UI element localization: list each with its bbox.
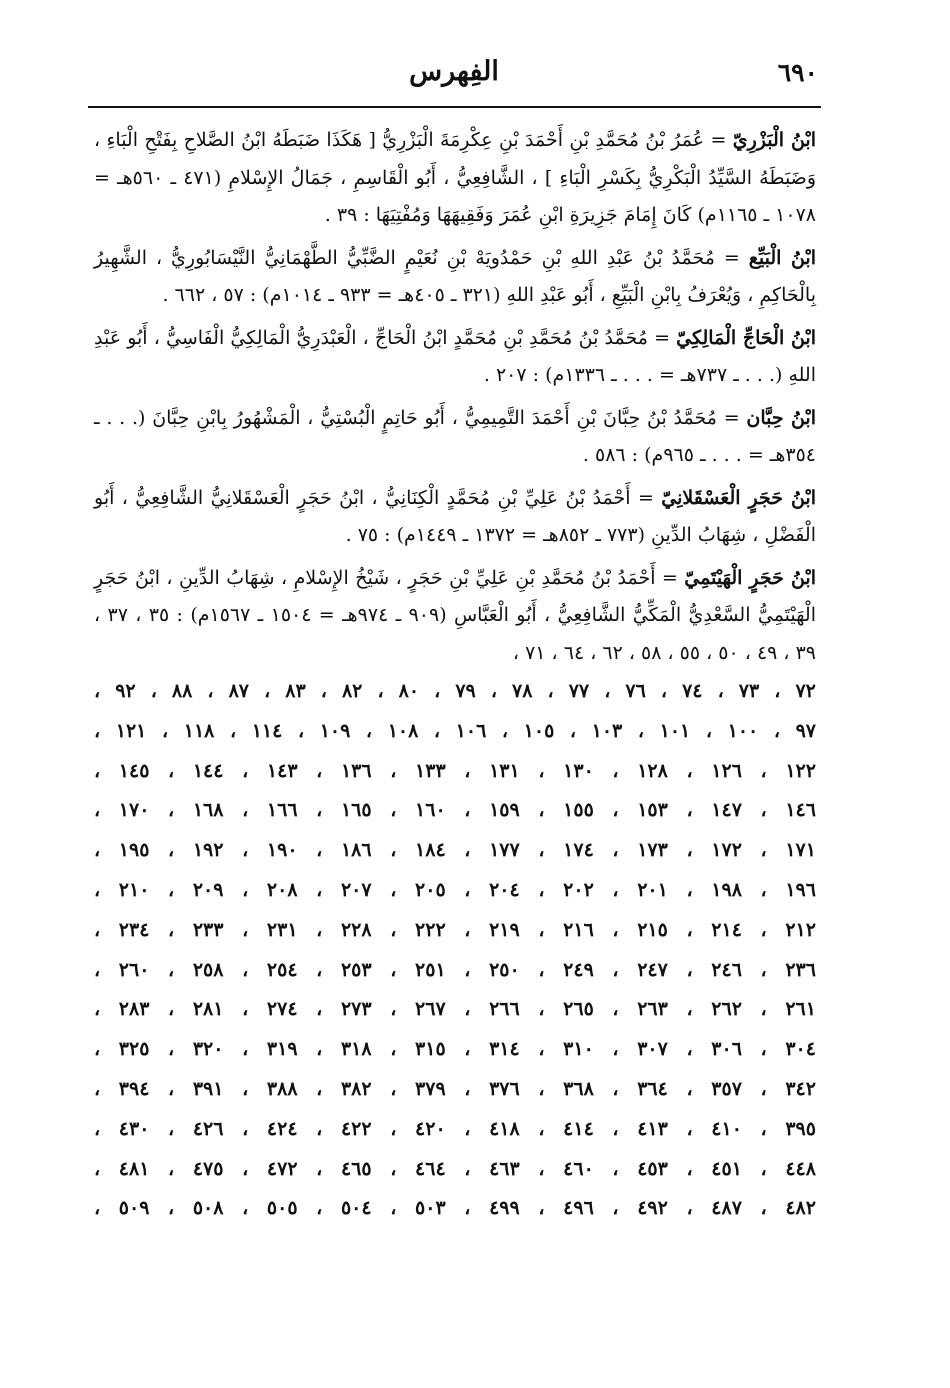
page-ref-line: ٤٨٢ ، ٤٨٧ ، ٤٩٢ ، ٤٩٦ ، ٤٩٩ ، ٥٠٣ ، ٥٠٤ ، ٥٠٥ ، ٥٠٨ ، ٥٠٩ ، <box>94 1197 816 1220</box>
page-ref-line: ١٤٦ ، ١٤٧ ، ١٥٣ ، ١٥٥ ، ١٥٩ ، ١٦٠ ، ١٦٥ ، ١٦٦ ، ١٦٨ ، ١٧٠ ، <box>94 799 816 822</box>
entry-text: = مُحَمَّدُ بْنُ عَبْدِ اللهِ بْنِ حَمْدُويَهْ بْنِ نُعَيْمٍ الضَّبِّيُّ الطَّهْمَانِيُّ النَّيْسَابُورِيُّ ، الشَّهِيرُ بِالْحَاكِمِ ، وَيُعْرَفُ بِابْنِ الْبَيِّعِ ، أَبُو عَبْدِ اللهِ (٣٢١ ـ ٤٠٥هـ = ٩٣٣ ـ ١٠١٤م) : ٥٧ ، ٦٦٢ . <box>94 246 816 306</box>
page-title: الفِهرس <box>409 56 499 87</box>
page-ref-line: ٣٩٥ ، ٤١٠ ، ٤١٣ ، ٤١٤ ، ٤١٨ ، ٤٢٠ ، ٤٢٢ ، ٤٢٤ ، ٤٢٦ ، ٤٣٠ ، <box>94 1117 816 1140</box>
page-ref-line: ٣٠٤ ، ٣٠٦ ، ٣٠٧ ، ٣١٠ ، ٣١٤ ، ٣١٥ ، ٣١٨ ، ٣١٩ ، ٣٢٠ ، ٣٢٥ ، <box>94 1038 816 1061</box>
index-entry <box>94 560 816 673</box>
page-ref-line: ٢٣٦ ، ٢٤٦ ، ٢٤٧ ، ٢٤٩ ، ٢٥٠ ، ٢٥١ ، ٢٥٣ ، ٢٥٤ ، ٢٥٨ ، ٢٦٠ ، <box>94 958 816 981</box>
entry-text: = أَحْمَدُ بْنُ مُحَمَّدِ بْنِ عَلِيِّ بْنِ حَجَرٍ ، شَيْخُ الإِسْلامِ ، شِهَابُ الدِّينِ ، ابْنُ حَجَرٍ الْهَيْتَمِيُّ السَّعْدِيُّ الْمَكِّيُّ الشَّافِعِيُّ ، أَبُو الْعَبَّاسِ (٩٠٩ ـ ٩٧٤هـ = ١٥٠٤ ـ ١٥٦٧م) : ٣٥ ، ٣٧ ، ٣٩ ، ٤٩ ، ٥٠ ، ٥٥ ، ٥٨ ، ٦٢ ، ٦٤ ، ٧١ ، <box>94 566 816 664</box>
page-ref-line: ٢١٢ ، ٢١٤ ، ٢١٥ ، ٢١٦ ، ٢١٩ ، ٢٢٢ ، ٢٢٨ ، ٢٣١ ، ٢٣٣ ، ٢٣٤ ، <box>94 918 816 941</box>
index-entry <box>94 400 816 475</box>
page-ref-line: ١٢٢ ، ١٢٦ ، ١٢٨ ، ١٣٠ ، ١٣١ ، ١٣٣ ، ١٣٦ ، ١٤٣ ، ١٤٤ ، ١٤٥ ، <box>94 759 816 782</box>
index-entry <box>94 320 816 395</box>
page-ref-line: ٢٦١ ، ٢٦٢ ، ٢٦٣ ، ٢٦٥ ، ٢٦٦ ، ٢٦٧ ، ٢٧٣ ، ٢٧٤ ، ٢٨١ ، ٢٨٣ ، <box>94 998 816 1021</box>
index-entry <box>94 122 816 235</box>
entry-text: = عُمَرُ بْنُ مُحَمَّدِ بْنِ أَحْمَدَ بْنِ عِكْرِمَةَ الْبَزْرِيُّ [ هَكَذَا ضَبَطَهُ ابْنُ الصَّلاحِ بِفَتْحِ الْبَاءِ ، وَضَبَطَهُ السَّيِّدُ الْبَكْرِيُّ بِكَسْرِ الْبَاءِ ] ، الشَّافِعِيُّ ، أَبُو الْقَاسِمِ ، جَمَالُ الإِسْلامِ (٤٧١ ـ ٥٦٠هـ = ١٠٧٨ ـ ١١٦٥م) كَانَ إِمَامَ جَزِيرَةِ ابْنِ عُمَرَ وَفَقِيهَهَا وَمُفْتِيَهَا : ٣٩ . <box>94 129 816 226</box>
entry-name: ابْنُ حِبَّان <box>746 406 816 429</box>
entry-name: ابْنُ حَجَرٍ الْهَيْتَمِيّ <box>684 566 816 589</box>
header-rule <box>88 106 821 108</box>
page-ref-line: ٧٢ ، ٧٣ ، ٧٤ ، ٧٦ ، ٧٧ ، ٧٨ ، ٧٩ ، ٨٠ ، ٨٢ ، ٨٣ ، ٨٧ ، ٨٨ ، ٩٢ ، <box>94 680 816 702</box>
page-ref-line: ٩٧ ، ١٠٠ ، ١٠١ ، ١٠٣ ، ١٠٥ ، ١٠٦ ، ١٠٨ ، ١٠٩ ، ١١٤ ، ١١٨ ، ١٢١ ، <box>94 719 817 742</box>
entry-text: = أَحْمَدُ بْنُ عَلِيِّ بْنِ مُحَمَّدٍ الْكِنَانِيُّ ، ابْنُ حَجَرٍ الْعَسْقَلانِيُّ الشَّافِعِيُّ ، أَبُو الْفَضْلِ ، شِهَابُ الدِّينِ (٧٧٣ ـ ٨٥٢هـ = ١٣٧٢ ـ ١٤٤٩م) : ٧٥ . <box>94 486 816 546</box>
entry-name: ابْنُ حَجَرٍ الْعَسْقَلانِيّ <box>661 486 816 509</box>
index-entry <box>94 480 816 555</box>
index-content <box>94 122 816 1229</box>
page-references <box>94 672 816 1229</box>
entry-text: = مُحَمَّدُ بْنُ مُحَمَّدِ بْنِ مُحَمَّدٍ ابْنُ الْحَاجِّ ، الْعَبْدَرِيُّ الْمَالِكِيُّ الْفَاسِيُّ ، أَبُو عَبْدِ اللهِ (. . . ـ ٧٣٧هـ = . . . ـ ١٣٣٦م) : ٢٠٧ . <box>94 326 816 386</box>
entry-name: ابْنُ الْحَاجِّ الْمَالِكِيّ <box>676 326 816 349</box>
entry-name: ابْنُ الْبَزْرِيّ <box>732 129 816 151</box>
entry-name: ابْنُ الْبَيِّع <box>748 246 816 269</box>
page-ref-line: ٤٤٨ ، ٤٥١ ، ٤٥٣ ، ٤٦٠ ، ٤٦٣ ، ٤٦٤ ، ٤٦٥ ، ٤٧٢ ، ٤٧٥ ، ٤٨١ ، <box>94 1157 816 1180</box>
entry-text: = مُحَمَّدُ بْنُ حِبَّانَ بْنِ أَحْمَدَ التَّمِيمِيُّ ، أَبُو حَاتِمٍ الْبُسْتِيُّ ، الْمَشْهُورُ بِابْنِ حِبَّانَ (. . . ـ ٣٥٤هـ = . . . ـ ٩٦٥م) : ٥٨٦ . <box>94 406 816 466</box>
page-ref-line: ١٧١ ، ١٧٢ ، ١٧٣ ، ١٧٤ ، ١٧٧ ، ١٨٤ ، ١٨٦ ، ١٩٠ ، ١٩٢ ، ١٩٥ ، <box>94 839 816 862</box>
page-ref-line: ٣٤٢ ، ٣٥٧ ، ٣٦٤ ، ٣٦٨ ، ٣٧٦ ، ٣٧٩ ، ٣٨٢ ، ٣٨٨ ، ٣٩١ ، ٣٩٤ ، <box>94 1077 816 1100</box>
index-entry <box>94 240 816 315</box>
page-ref-line: ١٩٦ ، ١٩٨ ، ٢٠١ ، ٢٠٢ ، ٢٠٤ ، ٢٠٥ ، ٢٠٧ ، ٢٠٨ ، ٢٠٩ ، ٢١٠ ، <box>94 878 816 901</box>
page-header <box>90 52 818 102</box>
page-number: ٦٩٠ <box>777 58 818 87</box>
